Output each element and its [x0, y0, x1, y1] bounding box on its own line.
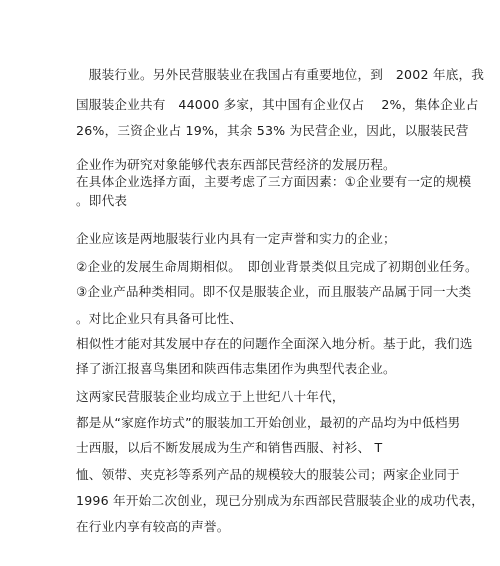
text-line: 。即代表 [76, 193, 128, 208]
text-line: ③企业产品种类相同。即不仅是服装企业，而且服装产品属于同一大类 [76, 284, 472, 299]
text-line: 这两家民营服装企业均成立于上世纪八十年代， [76, 389, 345, 404]
text-line: 在具体企业选择方面，主要考虑了三方面因素：①企业要有一定的规模 [76, 174, 472, 189]
text-line: 1996 年开始二次创业，现已分别成为东西部民营服装企业的成功代表， [76, 493, 485, 508]
text-line: ②企业的发展生命周期相似。 即创业背景类似且完成了初期创业任务。 [76, 259, 478, 274]
text-line: 。对比企业只有具备可比性、 [76, 311, 243, 326]
text-line: 服装行业。另外民营服装业在我国占有重要地位，到 2002 年底，我 [76, 67, 485, 82]
text-line: 择了浙江报喜鸟集团和陕西伟志集团作为典型代表企业。 [76, 361, 396, 376]
text-line: 相似性才能对其发展中存在的问题作全面深入地分析。基于此，我们选 [76, 336, 473, 351]
text-line: 国服装企业共有 44000 多家，其中国有企业仅占 2%，集体企业占 [76, 97, 479, 112]
text-line: 在行业内享有较高的声誉。 [76, 519, 230, 534]
text-line: 士西服，以后不断发展成为生产和销售西服、衬衫、 T [76, 440, 383, 455]
text-line: 都是从“家庭作坊式”的服装加工开始创业，最初的产品均为中低档男 [76, 415, 461, 430]
text-line: 26%，三资企业占 19%，其余 53% 为民营企业，因此，以服装民营 [76, 123, 469, 138]
text-line: 企业应该是两地服装行业内具有一定声誉和实力的企业； [76, 231, 396, 246]
text-line: 恤、领带、夹克衫等系列产品的规模较大的服装公司；两家企业同于 [76, 467, 460, 482]
text-line: 企业作为研究对象能够代表东西部民营经济的发展历程。 [76, 157, 396, 172]
